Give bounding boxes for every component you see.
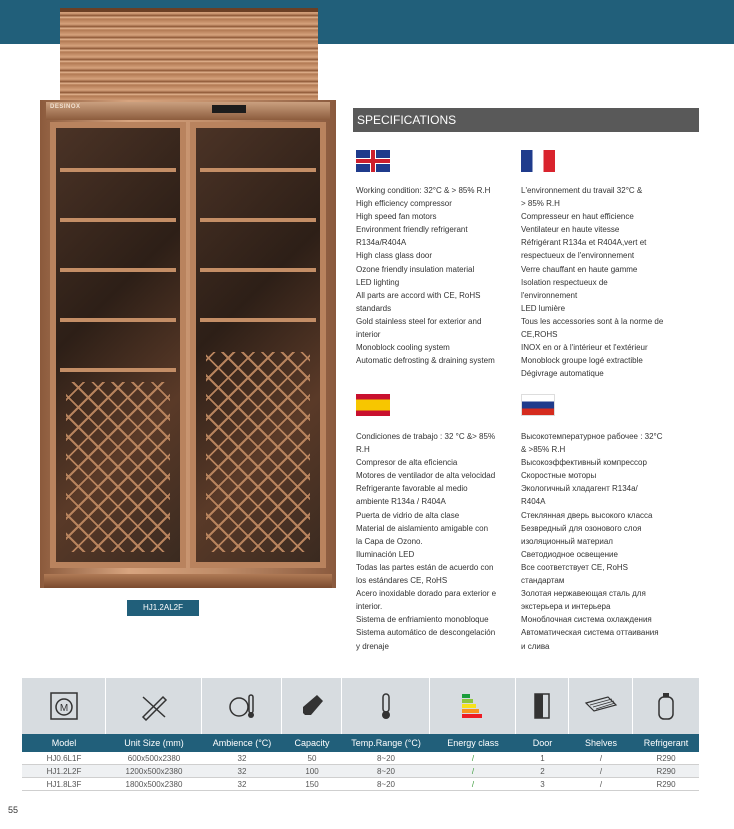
spec-line: ambiente R134a / R404A bbox=[356, 497, 446, 507]
spec-line: la Capa de Ozono. bbox=[356, 536, 423, 546]
spec-line: R404A bbox=[521, 497, 546, 507]
table-header-cell: Ambience (°C) bbox=[212, 738, 272, 748]
spec-line: и слива bbox=[521, 641, 550, 651]
spec-line: Dégivrage automatique bbox=[521, 369, 604, 379]
table-cell: 2 bbox=[540, 766, 545, 776]
monogram-icon bbox=[22, 678, 106, 734]
table-header-cell: Shelves bbox=[584, 738, 618, 748]
spec-line: LED lumière bbox=[521, 303, 566, 313]
table-cell: 1 bbox=[540, 753, 545, 763]
spec-line: Экологичный хладагент R134a/ bbox=[521, 484, 638, 494]
table-header-cell: Capacity bbox=[294, 738, 330, 748]
table-cell: 1800x500x2380 bbox=[125, 779, 183, 789]
wine-rack bbox=[206, 352, 310, 552]
spec-line: Высокотемпературное рабочее : 32°C bbox=[521, 432, 663, 441]
shelf bbox=[200, 218, 316, 222]
shelf bbox=[60, 268, 176, 272]
table-cell: 8~20 bbox=[376, 766, 396, 776]
spec-line: Скоростные моторы bbox=[521, 471, 597, 481]
spec-line: Автоматическая система оттаивания bbox=[521, 628, 659, 638]
table-cell: 3 bbox=[540, 779, 545, 789]
model-label: HJ1.2AL2F bbox=[127, 600, 199, 616]
spec-line: L'environnement du travail 32°C & bbox=[521, 186, 643, 195]
spec-line: Стеклянная дверь высокого класса bbox=[521, 510, 653, 520]
france-flag-icon bbox=[521, 150, 555, 172]
cabinet-header bbox=[46, 102, 330, 120]
cabinet-plinth bbox=[44, 574, 332, 588]
table-cell: HJ1.2L2F bbox=[46, 766, 82, 776]
cabinet-door-left bbox=[50, 122, 186, 568]
table-cell: R290 bbox=[656, 766, 676, 776]
control-display bbox=[212, 105, 246, 113]
brand-logo: DESINOX bbox=[50, 104, 81, 110]
spec-line: All parts are accord with CE, RoHS bbox=[356, 290, 481, 300]
spec-list-spanish bbox=[356, 430, 521, 653]
spec-line: High speed fan motors bbox=[356, 212, 437, 222]
spec-line: > 85% R.H bbox=[521, 199, 560, 209]
table-row bbox=[22, 778, 699, 791]
ruler-pencil-icon bbox=[106, 678, 202, 734]
spec-line: Tous les accessories sont à la norme de bbox=[521, 316, 664, 326]
page-number: 55 bbox=[8, 805, 19, 815]
shelf bbox=[60, 218, 176, 222]
shelf bbox=[200, 318, 316, 322]
table-header-cell: Unit Size (mm) bbox=[124, 738, 184, 748]
table-header-cell: Refrigerant bbox=[643, 738, 689, 748]
table-cell: 8~20 bbox=[376, 779, 396, 789]
table-row bbox=[22, 765, 699, 778]
specifications-heading: SPECIFICATIONS bbox=[353, 108, 699, 132]
spec-line: Puerta de vidrio de alta clase bbox=[356, 510, 460, 520]
spec-line: Compresseur en haut efficience bbox=[521, 212, 634, 222]
spec-line: Refrigerante favorable al medio bbox=[356, 484, 468, 494]
table-body bbox=[22, 752, 699, 791]
table-cell: R290 bbox=[656, 753, 676, 763]
spec-list-english bbox=[356, 184, 521, 367]
spec-line: Светодиодное освещение bbox=[521, 549, 618, 559]
spec-line: Acero inoxidable dorado para exterior e bbox=[356, 589, 497, 599]
spec-line: Высокоэффективный компрессор bbox=[521, 458, 647, 468]
table-cell: 8~20 bbox=[376, 753, 396, 763]
shelf bbox=[60, 368, 176, 372]
uk-flag-icon bbox=[356, 150, 390, 172]
spec-line: экстерьера и интерьера bbox=[521, 602, 611, 612]
spec-line: Gold stainless steel for exterior and bbox=[356, 316, 482, 326]
table-cell: / bbox=[471, 753, 475, 763]
spec-line: Monoblock cooling system bbox=[356, 343, 450, 353]
spec-line: INOX en or à l'intérieur et l'extérieur bbox=[521, 343, 648, 353]
cabinet-door-right bbox=[190, 122, 326, 568]
spec-line: Material de aislamiento amigable con bbox=[356, 523, 489, 533]
table-cell: R290 bbox=[656, 779, 676, 789]
shelf bbox=[200, 168, 316, 172]
svg-text:M: M bbox=[59, 703, 68, 714]
spec-line: Condiciones de trabajo : 32 °C &> 85% bbox=[356, 432, 496, 441]
spec-line: Todas las partes están de acuerdo con bbox=[356, 562, 494, 572]
spec-line: Motores de ventilador de alta velocidad bbox=[356, 471, 496, 481]
table-icon-row bbox=[22, 678, 699, 734]
spec-line: Ozone friendly insulation material bbox=[356, 264, 475, 274]
spec-list-french bbox=[521, 184, 686, 380]
spec-line: l'environnement bbox=[521, 290, 578, 300]
spec-line: R.H bbox=[356, 445, 370, 455]
louver-cap bbox=[60, 8, 318, 12]
spec-list-russian bbox=[521, 430, 686, 653]
door-icon bbox=[516, 678, 569, 734]
table-cell: 32 bbox=[237, 779, 247, 789]
spec-line: Sistema de enfriamiento monobloque bbox=[356, 615, 489, 625]
spec-line: Iluminación LED bbox=[356, 549, 415, 559]
wine-bottle-icon bbox=[282, 678, 342, 734]
spec-line: interior. bbox=[356, 602, 383, 612]
spec-line: изоляционный материал bbox=[521, 536, 613, 546]
table-cell: 600x500x2380 bbox=[127, 753, 181, 763]
spec-line: Isolation respectueux de bbox=[521, 277, 608, 287]
table-cell: / bbox=[471, 766, 475, 776]
russia-flag-icon bbox=[521, 394, 555, 416]
spec-line: R134a/R404A bbox=[356, 238, 407, 248]
table-header-cell: Temp.Range (°C) bbox=[351, 738, 421, 748]
shelf bbox=[60, 168, 176, 172]
spec-line: Золотая нержавеющая сталь для bbox=[521, 589, 646, 599]
spec-line: High efficiency compressor bbox=[356, 199, 452, 209]
table-cell: / bbox=[471, 779, 475, 789]
spec-line: High class glass door bbox=[356, 251, 433, 261]
spec-line: los estándares CE, RoHS bbox=[356, 576, 448, 586]
spec-line: CE,ROHS bbox=[521, 330, 558, 340]
table-header-cell: Energy class bbox=[447, 738, 499, 748]
table-cell: 1200x500x2380 bbox=[125, 766, 183, 776]
spec-line: & >85% R.H bbox=[521, 445, 566, 455]
spec-line: Все соответствует CE, RoHS bbox=[521, 562, 629, 572]
product-image bbox=[40, 8, 336, 604]
spec-line: Verre chauffant en haute gamme bbox=[521, 264, 638, 274]
spec-line: respectueux de l'environnement bbox=[521, 251, 635, 261]
spec-line: interior bbox=[356, 330, 381, 340]
shelf-rack-icon bbox=[569, 678, 633, 734]
spec-line: Ventilateur en haute vitesse bbox=[521, 225, 620, 235]
spec-line: Sistema automático de descongelación bbox=[356, 628, 496, 638]
spec-line: Environment friendly refrigerant bbox=[356, 225, 468, 235]
wine-rack bbox=[66, 382, 170, 552]
shelf bbox=[200, 268, 316, 272]
spec-line: Compresor de alta eficiencia bbox=[356, 458, 458, 468]
product-table bbox=[22, 678, 699, 791]
globe-thermometer-icon bbox=[202, 678, 282, 734]
table-cell: / bbox=[599, 779, 603, 789]
table-header-cell: Model bbox=[51, 738, 77, 748]
spec-line: Monoblock groupe logé extractible bbox=[521, 356, 643, 366]
table-row bbox=[22, 752, 699, 765]
spec-line: Безвредный для озонового слоя bbox=[521, 523, 642, 533]
spain-flag-icon bbox=[356, 394, 390, 416]
table-cell: 32 bbox=[237, 766, 247, 776]
table-cell: 150 bbox=[305, 779, 319, 789]
spec-line: Automatic defrosting & draining system bbox=[356, 356, 495, 366]
spec-line: Réfrigérant R134a et R404A,vert et bbox=[521, 238, 647, 248]
spec-line: Working condition: 32°C & > 85% R.H bbox=[356, 186, 491, 195]
table-cell: 32 bbox=[237, 753, 247, 763]
gas-cylinder-icon bbox=[633, 678, 699, 734]
spec-line: y drenaje bbox=[356, 641, 389, 651]
table-cell: HJ1.8L3F bbox=[46, 779, 82, 789]
cabinet-louver-top bbox=[60, 8, 318, 100]
shelf bbox=[60, 318, 176, 322]
table-cell: 50 bbox=[307, 753, 317, 763]
table-header-row bbox=[22, 734, 699, 752]
table-cell: 100 bbox=[305, 766, 319, 776]
spec-line: стандартам bbox=[521, 576, 565, 586]
spec-line: standards bbox=[356, 303, 392, 313]
spec-line: Моноблочная система охлаждения bbox=[521, 615, 652, 625]
table-cell: HJ0.6L1F bbox=[46, 753, 82, 763]
table-cell: / bbox=[599, 753, 603, 763]
thermometer-icon bbox=[342, 678, 430, 734]
table-cell: / bbox=[599, 766, 603, 776]
table-header-cell: Door bbox=[532, 738, 553, 748]
spec-line: LED lighting bbox=[356, 277, 400, 287]
energy-class-icon bbox=[430, 678, 516, 734]
